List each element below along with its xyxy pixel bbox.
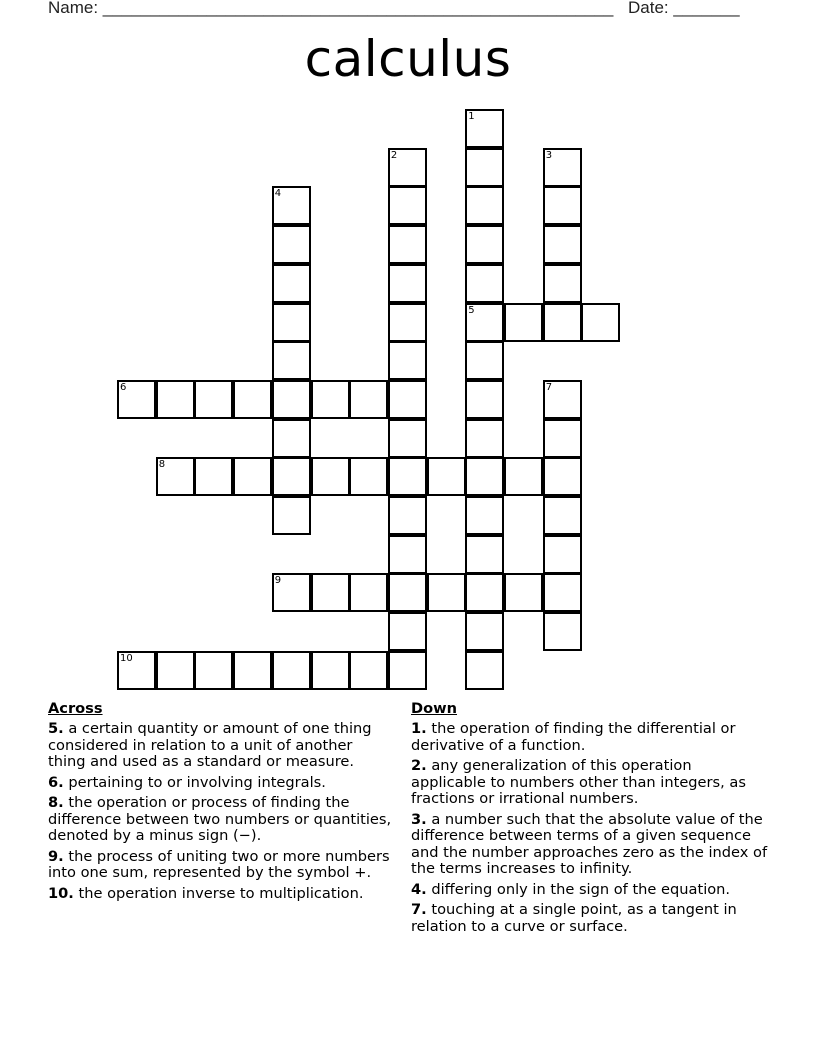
grid-cell[interactable] (311, 573, 350, 612)
grid-cell[interactable] (427, 573, 466, 612)
clue-number: 6. (48, 773, 64, 791)
down-heading: Down (411, 700, 458, 717)
clue-number-label: 1 (468, 111, 475, 122)
grid-cell[interactable] (427, 457, 466, 496)
clue-across-9 (48, 849, 393, 882)
grid-cell[interactable] (272, 341, 311, 380)
grid-cell[interactable] (465, 612, 504, 651)
clue-number-label: 3 (545, 149, 553, 161)
clue-down-1 (411, 721, 771, 754)
grid-cell[interactable] (311, 380, 350, 419)
grid-cell[interactable] (465, 535, 504, 574)
grid-cell[interactable] (388, 186, 427, 225)
grid-cell[interactable] (349, 457, 388, 496)
down-clues (411, 700, 771, 939)
clue-down-4 (411, 882, 771, 899)
grid-cell[interactable] (543, 186, 582, 225)
grid-cell[interactable] (465, 419, 504, 458)
grid-cell[interactable] (311, 651, 350, 690)
grid-cell[interactable] (465, 264, 504, 303)
clue-number: 4. (411, 880, 427, 898)
grid-cell[interactable] (233, 651, 272, 690)
clue-across-10 (48, 886, 393, 903)
grid-cell[interactable] (465, 380, 504, 419)
clue-text: a certain quantity or amount of one thing considered in relation to a unit of another thing and used as a standard or measure. (48, 720, 372, 770)
across-heading: Across (48, 700, 103, 717)
grid-cell[interactable] (272, 651, 311, 690)
grid-cell[interactable] (465, 225, 504, 264)
clue-number: 5. (48, 720, 64, 737)
clue-text: the process of uniting two or more numbers into one sum, represented by the symbol +. (48, 847, 390, 881)
grid-cell[interactable] (388, 264, 427, 303)
grid-cell[interactable] (543, 535, 582, 574)
grid-cell[interactable] (543, 419, 582, 458)
clue-number-label: 8 (158, 459, 166, 471)
grid-cell[interactable] (465, 148, 504, 187)
clue-down-2 (411, 758, 771, 808)
clue-number-label: 7 (545, 381, 553, 393)
grid-cell[interactable] (543, 380, 582, 419)
clue-text: differing only in the sign of the equation. (431, 880, 731, 898)
grid-cell[interactable] (194, 651, 233, 690)
clue-number-label: 6 (120, 381, 127, 393)
across-clues (48, 700, 393, 906)
date-field-label: Date: _______ (628, 0, 740, 17)
grid-cell[interactable] (117, 380, 156, 419)
clue-text: pertaining to or involving integrals. (68, 773, 326, 791)
clue-number-label: 10 (120, 652, 133, 664)
grid-cell[interactable] (388, 573, 427, 612)
clue-across-8 (48, 795, 393, 845)
clue-number: 2. (411, 757, 427, 774)
clue-number-label: 2 (390, 149, 398, 161)
clue-text: any generalization of this operation applicable to numbers other than integers, as fractions or irrational numbers. (411, 757, 746, 807)
grid-cell[interactable] (388, 380, 427, 419)
grid-cell[interactable] (233, 380, 272, 419)
grid-cell[interactable] (349, 651, 388, 690)
grid-cell[interactable] (388, 535, 427, 574)
grid-cell[interactable] (504, 573, 543, 612)
clue-number: 8. (48, 794, 64, 811)
grid-cell[interactable] (156, 651, 195, 690)
clue-down-7 (411, 902, 771, 935)
grid-cell[interactable] (272, 380, 311, 419)
grid-cell[interactable] (272, 496, 311, 535)
grid-cell[interactable] (388, 612, 427, 651)
grid-cell[interactable] (543, 573, 582, 612)
grid-cell[interactable] (543, 612, 582, 651)
grid-cell[interactable] (465, 651, 504, 690)
grid-cell[interactable] (272, 573, 311, 612)
grid-cell[interactable] (272, 264, 311, 303)
grid-cell[interactable] (465, 303, 504, 342)
clue-text: the operation of finding the differential or derivative of a function. (411, 720, 736, 754)
grid-cell[interactable] (504, 303, 543, 342)
grid-cell[interactable] (194, 380, 233, 419)
grid-cell[interactable] (272, 303, 311, 342)
grid-cell[interactable] (388, 457, 427, 496)
grid-cell[interactable] (156, 380, 195, 419)
clue-number: 1. (411, 720, 427, 737)
grid-cell[interactable] (349, 380, 388, 419)
grid-cell[interactable] (388, 419, 427, 458)
grid-cell[interactable] (504, 457, 543, 496)
clue-number: 7. (411, 901, 427, 918)
grid-cell[interactable] (581, 303, 620, 342)
clue-text: the operation or process of finding the difference between two numbers or quantities, denoted by a minus sign (−). (48, 794, 392, 844)
grid-cell[interactable] (117, 651, 156, 690)
grid-cell[interactable] (465, 341, 504, 380)
grid-cell[interactable] (349, 573, 388, 612)
clue-across-5 (48, 721, 393, 771)
clue-number: 9. (48, 847, 64, 865)
grid-cell[interactable] (272, 419, 311, 458)
clue-down-3 (411, 812, 771, 878)
grid-cell[interactable] (543, 303, 582, 342)
grid-cell[interactable] (388, 225, 427, 264)
grid-cell[interactable] (194, 457, 233, 496)
name-field-label: Name: ______________________________________________________ (48, 0, 614, 17)
grid-cell[interactable] (272, 457, 311, 496)
clue-number: 3. (411, 810, 427, 828)
grid-cell[interactable] (388, 651, 427, 690)
grid-cell[interactable] (543, 225, 582, 264)
grid-cell[interactable] (156, 457, 195, 496)
grid-cell[interactable] (233, 457, 272, 496)
grid-cell[interactable] (465, 186, 504, 225)
clue-across-6 (48, 775, 393, 792)
clue-text: a number such that the absolute value of the difference between terms of a given sequence and the number approaches zero as the index of the terms increases to infinity. (411, 810, 768, 877)
grid-cell[interactable] (543, 496, 582, 535)
grid-cell[interactable] (543, 264, 582, 303)
clue-text: touching at a single point, as a tangent in relation to a curve or surface. (411, 901, 737, 935)
grid-cell[interactable] (388, 303, 427, 342)
grid-cell[interactable] (388, 148, 427, 187)
grid-cell[interactable] (388, 341, 427, 380)
grid-cell[interactable] (465, 457, 504, 496)
grid-cell[interactable] (465, 109, 504, 148)
clue-number-label: 9 (274, 575, 282, 587)
grid-cell[interactable] (311, 457, 350, 496)
grid-cell[interactable] (272, 225, 311, 264)
clue-text: the operation inverse to multiplication. (78, 884, 364, 902)
grid-cell[interactable] (543, 148, 582, 187)
clue-number: 10. (48, 884, 74, 902)
grid-cell[interactable] (465, 496, 504, 535)
grid-cell[interactable] (543, 457, 582, 496)
grid-cell[interactable] (465, 573, 504, 612)
page-title: calculus (304, 30, 512, 88)
clue-number-label: 5 (468, 304, 475, 316)
grid-cell[interactable] (272, 186, 311, 225)
clue-number-label: 4 (274, 188, 282, 200)
grid-cell[interactable] (388, 496, 427, 535)
